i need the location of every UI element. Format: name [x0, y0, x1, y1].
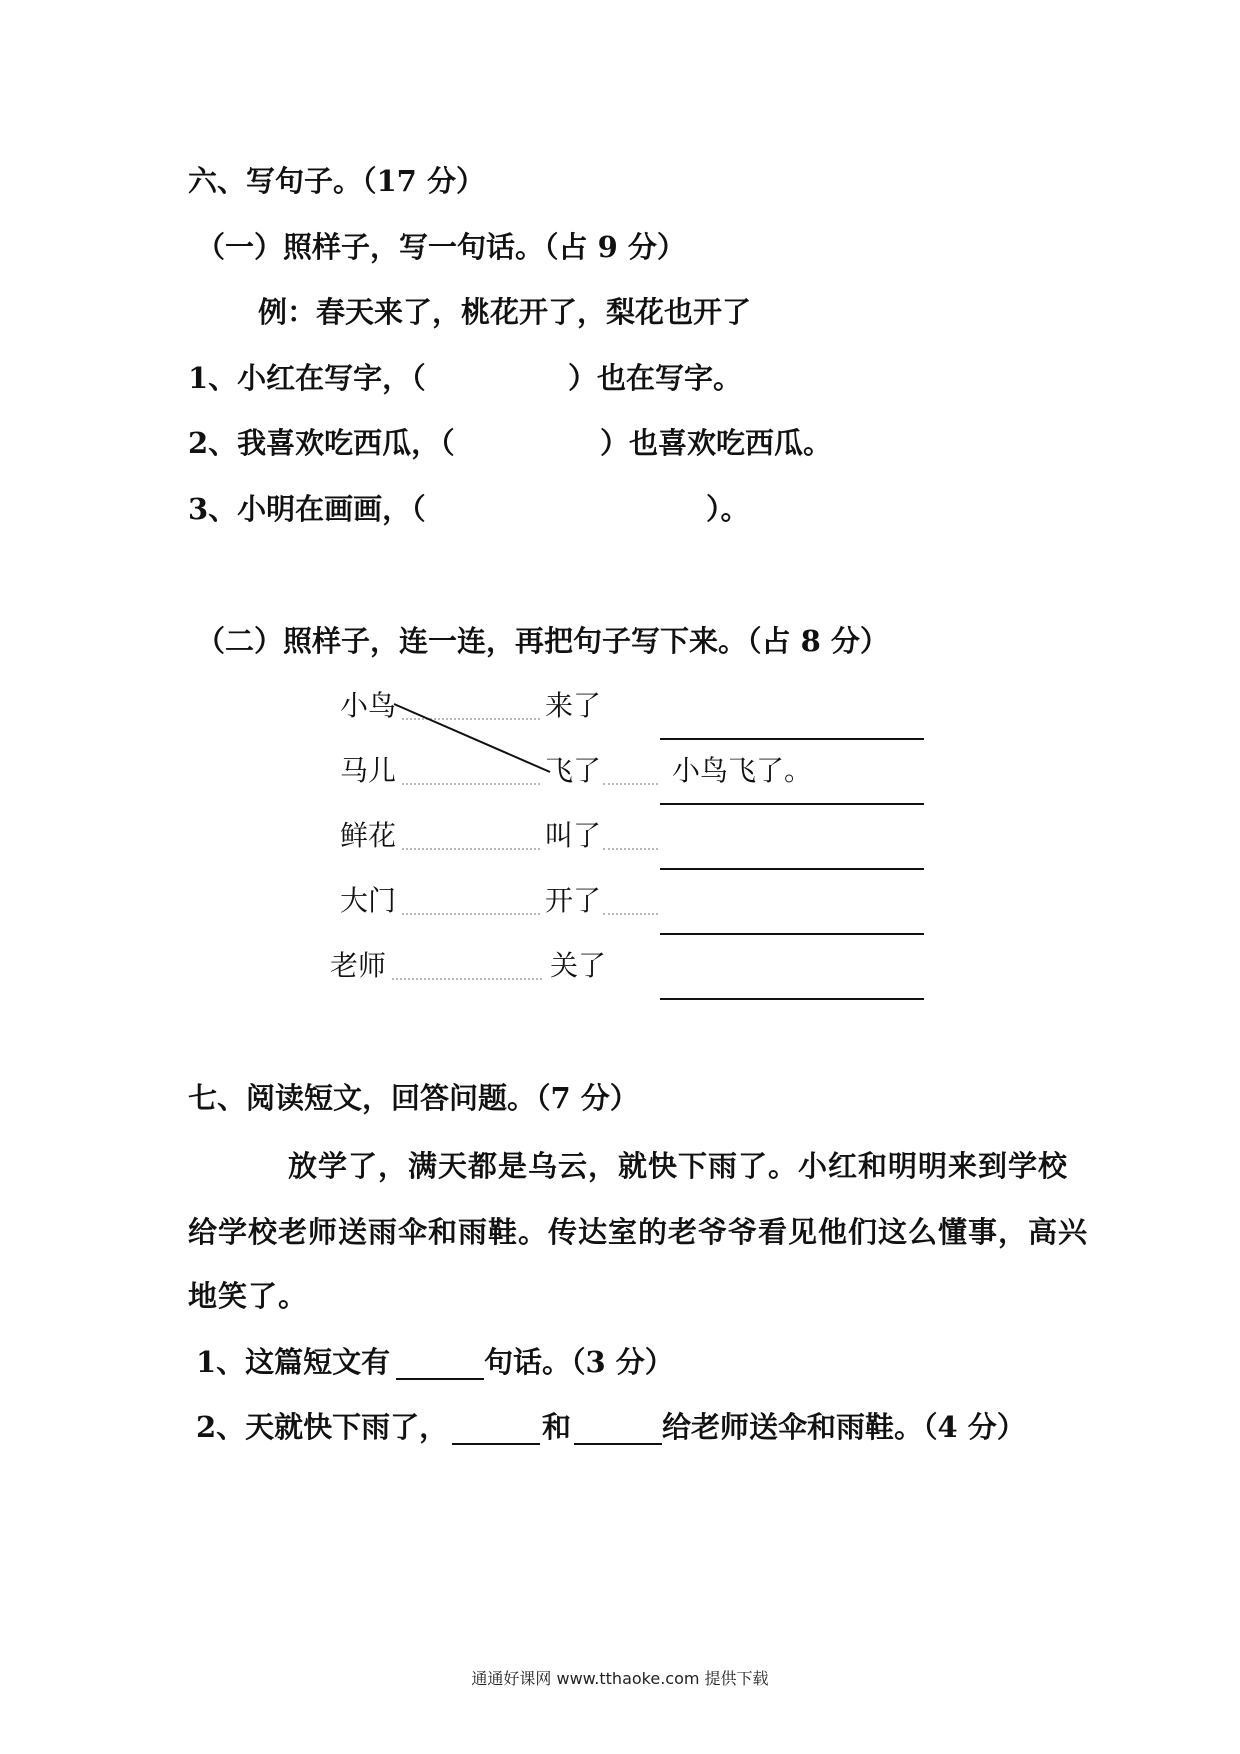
question-2-suffix: 给老师送伞和雨鞋。（4 分）	[662, 1410, 1026, 1444]
section6-part2-title: （二）照样子，连一连，再把句子写下来。（占 8 分）	[196, 624, 889, 658]
question-2-prefix: 2、天就快下雨了，	[196, 1410, 449, 1444]
passage-line-3: 地笑了。	[188, 1279, 309, 1313]
question-2-blank-1[interactable]	[452, 1443, 540, 1445]
item1-prefix: 1、小红在写字，（	[188, 361, 426, 395]
answer-line[interactable]	[660, 803, 924, 805]
right-word-3: 叫了	[545, 819, 602, 852]
passage-line-2: 给学校老师送雨伞和雨鞋。传达室的老爷爷看见他们这么懂事，高兴	[188, 1215, 1089, 1249]
answer-line[interactable]	[660, 998, 924, 1000]
left-word-1: 小鸟	[340, 689, 397, 722]
question-2-middle: 和	[542, 1410, 572, 1444]
answer-line[interactable]	[660, 933, 924, 935]
item3-prefix: 3、小明在画画，（	[188, 492, 426, 526]
question-1-blank[interactable]	[396, 1378, 484, 1380]
answer-line[interactable]	[660, 868, 924, 870]
question-1-prefix: 1、这篇短文有	[196, 1345, 391, 1379]
right-word-5: 关了	[550, 949, 607, 982]
answer-line[interactable]	[660, 738, 924, 740]
item3-suffix: ）。	[706, 492, 750, 526]
passage-line-1: 放学了，满天都是乌云，就快下雨了。小红和明明来到学校	[288, 1149, 1069, 1183]
item1-suffix: ）也在写字。	[568, 361, 743, 395]
section6-title: 六、写句子。（17 分）	[188, 164, 485, 198]
section6-part1-title: （一）照样子，写一句话。（占 9 分）	[196, 230, 686, 264]
section6-part1-example: 例：春天来了，桃花开了，梨花也开了	[258, 295, 752, 329]
left-word-3: 鲜花	[340, 819, 397, 852]
left-word-4: 大门	[340, 884, 397, 917]
right-word-4: 开了	[545, 884, 602, 917]
question-2-blank-2[interactable]	[574, 1443, 662, 1445]
right-word-2: 飞了	[545, 754, 602, 787]
left-word-5: 老师	[330, 949, 387, 982]
left-word-2: 马儿	[340, 754, 397, 787]
right-word-1: 来了	[545, 689, 602, 722]
example-answer: 小鸟飞了。	[672, 754, 813, 787]
question-1-suffix: 句话。（3 分）	[484, 1345, 674, 1379]
item2-prefix: 2、我喜欢吃西瓜，（	[188, 426, 455, 460]
page-footer: 通通好课网 www.tthaoke.com 提供下载	[471, 1669, 769, 1688]
item2-suffix: ）也喜欢吃西瓜。	[600, 426, 833, 460]
section7-title: 七、阅读短文，回答问题。（7 分）	[188, 1081, 639, 1115]
